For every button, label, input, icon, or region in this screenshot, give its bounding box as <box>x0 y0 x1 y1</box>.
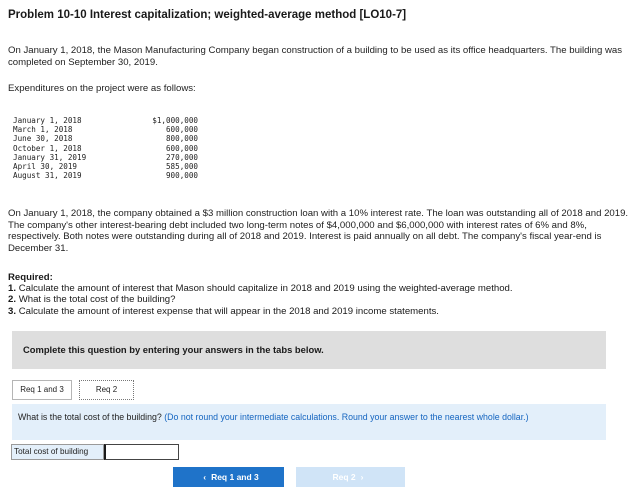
list-item <box>8 306 513 317</box>
expenditure-amount: 600,000 <box>165 143 198 153</box>
prev-tab-button[interactable] <box>173 467 284 487</box>
list-item <box>8 294 513 305</box>
table-row <box>13 153 198 162</box>
expenditure-date: January 31, 2019 <box>13 152 87 162</box>
expenditure-amount: 600,000 <box>165 125 198 135</box>
item-number: 3. <box>8 305 17 317</box>
expenditures-table <box>13 116 198 180</box>
instruction-banner <box>12 331 606 369</box>
next-button-label: Req 2 <box>332 472 356 482</box>
problem-title: Problem 10-10 Interest capitalization; weighted-average method [LO10-7] <box>8 9 407 21</box>
expenditure-date: June 30, 2018 <box>13 134 73 144</box>
table-row <box>13 144 198 153</box>
expenditure-date: August 31, 2019 <box>13 171 82 181</box>
total-cost-input[interactable] <box>104 444 179 460</box>
prev-button-label: Req 1 and 3 <box>211 472 259 482</box>
item-number: 1. <box>8 283 17 294</box>
table-row <box>13 162 198 171</box>
table-row <box>13 125 198 134</box>
required-heading: Required: <box>8 272 53 283</box>
expenditure-amount: 800,000 <box>165 134 198 144</box>
chevron-right-icon: › <box>360 472 364 482</box>
question-hint: (Do not round your intermediate calculations. Round your answer to the nearest whole dollar.) <box>164 412 529 422</box>
instruction-text: Complete this question by entering your answers in the tabs below. <box>23 344 324 355</box>
expenditure-date: January 1, 2018 <box>13 116 82 125</box>
table-row <box>13 116 198 125</box>
tab-req-2[interactable]: Req 2 <box>79 380 134 400</box>
intro-paragraph: On January 1, 2018, the Mason Manufacturing Company began construction of a building to be used as its office headquarters. The building was completed on September 30, 2019. <box>8 45 623 68</box>
answer-label: Total cost of building <box>11 444 104 460</box>
next-tab-button[interactable] <box>296 467 405 487</box>
expenditure-amount: 270,000 <box>165 152 198 162</box>
chevron-left-icon: ‹ <box>203 472 207 482</box>
expenditure-amount: 900,000 <box>165 171 198 181</box>
tab-req-1-and-3[interactable]: Req 1 and 3 <box>12 380 72 400</box>
table-row <box>13 134 198 143</box>
expenditure-date: April 30, 2019 <box>13 162 78 172</box>
question-panel <box>12 404 606 440</box>
question-text: What is the total cost of the building? <box>18 412 162 422</box>
item-number: 2. <box>8 294 17 306</box>
item-text: Calculate the amount of interest that Mason should capitalize in 2018 and 2019 using the weighted-average method. <box>18 283 513 294</box>
question-text-block <box>18 412 603 423</box>
expenditure-amount: $1,000,000 <box>152 116 198 125</box>
expenditures-intro: Expenditures on the project were as follows: <box>8 83 196 94</box>
item-text: Calculate the amount of interest expense that will appear in the 2018 and 2019 income statements. <box>18 305 439 317</box>
expenditure-date: March 1, 2018 <box>13 125 73 135</box>
expenditure-date: October 1, 2018 <box>13 143 82 153</box>
table-row <box>13 171 198 180</box>
loan-paragraph: On January 1, 2018, the company obtained a $3 million construction loan with a 10% interest rate. The loan was outstanding all of 2018 and 2019. The company's other interest-bearing debt included two long-term notes of $4,000,000 and $6,000,000 with interest rates of 6% and 8%, respectively. Both notes were outstanding during all of 2018 and 2019. Interest is paid annually on all debt. The company's fiscal year-end is December 31. <box>8 208 629 254</box>
required-list <box>8 283 513 317</box>
item-text: What is the total cost of the building? <box>18 294 176 306</box>
expenditure-amount: 585,000 <box>165 162 198 172</box>
list-item <box>8 283 513 294</box>
